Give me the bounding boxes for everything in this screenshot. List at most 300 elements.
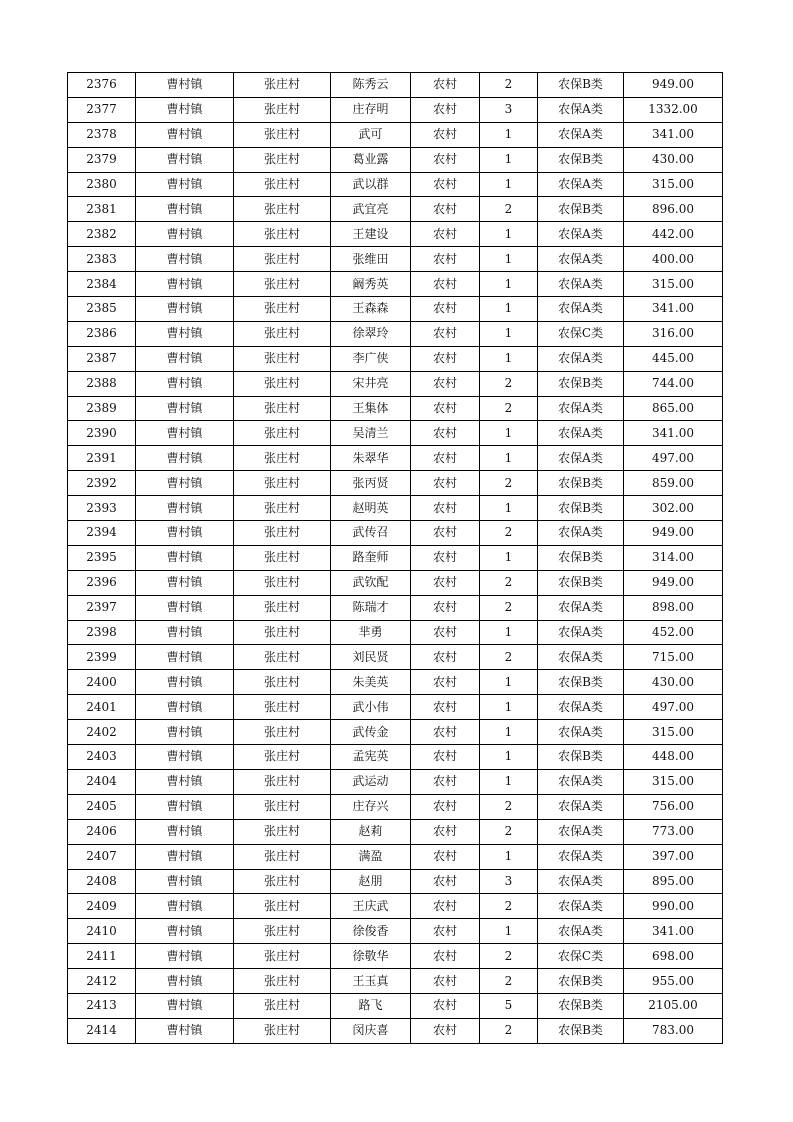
household-type-cell: 农村 <box>411 645 480 670</box>
amount-cell: 2105.00 <box>624 993 723 1018</box>
household-type-cell: 农村 <box>411 321 480 346</box>
family-size-cell: 1 <box>480 720 538 745</box>
family-size-cell: 1 <box>480 147 538 172</box>
village-cell: 张庄村 <box>234 197 331 222</box>
insurance-category-cell: 农保A类 <box>538 272 624 297</box>
town-cell: 曹村镇 <box>136 919 234 944</box>
row-number-cell: 2410 <box>68 919 136 944</box>
insurance-category-cell: 农保B类 <box>538 73 624 98</box>
household-type-cell: 农村 <box>411 446 480 471</box>
insurance-category-cell: 农保A类 <box>538 222 624 247</box>
row-number-cell: 2391 <box>68 446 136 471</box>
insurance-category-cell: 农保A类 <box>538 919 624 944</box>
name-cell: 宋井亮 <box>331 371 411 396</box>
family-size-cell: 2 <box>480 1018 538 1043</box>
row-number-cell: 2376 <box>68 73 136 98</box>
insurance-category-cell: 农保B类 <box>538 745 624 770</box>
table-row <box>68 745 723 770</box>
row-number-cell: 2388 <box>68 371 136 396</box>
household-type-cell: 农村 <box>411 794 480 819</box>
row-number-cell: 2398 <box>68 620 136 645</box>
town-cell: 曹村镇 <box>136 396 234 421</box>
family-size-cell: 2 <box>480 521 538 546</box>
household-type-cell: 农村 <box>411 919 480 944</box>
household-type-cell: 农村 <box>411 247 480 272</box>
row-number-cell: 2399 <box>68 645 136 670</box>
row-number-cell: 2393 <box>68 496 136 521</box>
town-cell: 曹村镇 <box>136 993 234 1018</box>
household-type-cell: 农村 <box>411 272 480 297</box>
name-cell: 路奎师 <box>331 545 411 570</box>
town-cell: 曹村镇 <box>136 894 234 919</box>
row-number-cell: 2378 <box>68 122 136 147</box>
table-row <box>68 645 723 670</box>
table-body <box>68 73 723 1044</box>
name-cell: 阚秀英 <box>331 272 411 297</box>
village-cell: 张庄村 <box>234 944 331 969</box>
row-number-cell: 2401 <box>68 695 136 720</box>
household-type-cell: 农村 <box>411 471 480 496</box>
row-number-cell: 2412 <box>68 969 136 994</box>
insurance-category-cell: 农保C类 <box>538 321 624 346</box>
name-cell: 徐翠玲 <box>331 321 411 346</box>
name-cell: 赵明英 <box>331 496 411 521</box>
amount-cell: 949.00 <box>624 570 723 595</box>
name-cell: 王建设 <box>331 222 411 247</box>
insurance-category-cell: 农保A类 <box>538 122 624 147</box>
amount-cell: 497.00 <box>624 446 723 471</box>
amount-cell: 949.00 <box>624 73 723 98</box>
town-cell: 曹村镇 <box>136 172 234 197</box>
name-cell: 李广侠 <box>331 346 411 371</box>
village-cell: 张庄村 <box>234 993 331 1018</box>
amount-cell: 430.00 <box>624 670 723 695</box>
household-type-cell: 农村 <box>411 969 480 994</box>
town-cell: 曹村镇 <box>136 645 234 670</box>
records-table <box>67 72 723 1044</box>
table-row <box>68 993 723 1018</box>
amount-cell: 949.00 <box>624 521 723 546</box>
insurance-category-cell: 农保A类 <box>538 97 624 122</box>
table-row <box>68 521 723 546</box>
family-size-cell: 1 <box>480 670 538 695</box>
household-type-cell: 农村 <box>411 670 480 695</box>
town-cell: 曹村镇 <box>136 421 234 446</box>
village-cell: 张庄村 <box>234 894 331 919</box>
family-size-cell: 2 <box>480 794 538 819</box>
row-number-cell: 2409 <box>68 894 136 919</box>
family-size-cell: 2 <box>480 197 538 222</box>
amount-cell: 445.00 <box>624 346 723 371</box>
name-cell: 武可 <box>331 122 411 147</box>
family-size-cell: 1 <box>480 346 538 371</box>
family-size-cell: 2 <box>480 894 538 919</box>
name-cell: 徐俊香 <box>331 919 411 944</box>
row-number-cell: 2407 <box>68 844 136 869</box>
row-number-cell: 2396 <box>68 570 136 595</box>
amount-cell: 341.00 <box>624 122 723 147</box>
family-size-cell: 2 <box>480 396 538 421</box>
amount-cell: 895.00 <box>624 869 723 894</box>
table-row <box>68 969 723 994</box>
amount-cell: 1332.00 <box>624 97 723 122</box>
insurance-category-cell: 农保A类 <box>538 645 624 670</box>
village-cell: 张庄村 <box>234 819 331 844</box>
village-cell: 张庄村 <box>234 695 331 720</box>
amount-cell: 341.00 <box>624 421 723 446</box>
town-cell: 曹村镇 <box>136 97 234 122</box>
table-row <box>68 73 723 98</box>
row-number-cell: 2390 <box>68 421 136 446</box>
village-cell: 张庄村 <box>234 346 331 371</box>
amount-cell: 448.00 <box>624 745 723 770</box>
household-type-cell: 农村 <box>411 695 480 720</box>
row-number-cell: 2411 <box>68 944 136 969</box>
table-row <box>68 97 723 122</box>
village-cell: 张庄村 <box>234 321 331 346</box>
amount-cell: 316.00 <box>624 321 723 346</box>
table-row <box>68 894 723 919</box>
family-size-cell: 1 <box>480 421 538 446</box>
amount-cell: 341.00 <box>624 297 723 322</box>
row-number-cell: 2402 <box>68 720 136 745</box>
insurance-category-cell: 农保A类 <box>538 446 624 471</box>
family-size-cell: 5 <box>480 993 538 1018</box>
insurance-category-cell: 农保A类 <box>538 247 624 272</box>
village-cell: 张庄村 <box>234 421 331 446</box>
village-cell: 张庄村 <box>234 720 331 745</box>
town-cell: 曹村镇 <box>136 147 234 172</box>
family-size-cell: 1 <box>480 496 538 521</box>
insurance-category-cell: 农保A类 <box>538 297 624 322</box>
insurance-category-cell: 农保A类 <box>538 396 624 421</box>
table-row <box>68 396 723 421</box>
row-number-cell: 2386 <box>68 321 136 346</box>
household-type-cell: 农村 <box>411 819 480 844</box>
village-cell: 张庄村 <box>234 969 331 994</box>
household-type-cell: 农村 <box>411 197 480 222</box>
table-row <box>68 172 723 197</box>
table-row <box>68 595 723 620</box>
amount-cell: 773.00 <box>624 819 723 844</box>
amount-cell: 898.00 <box>624 595 723 620</box>
table-row <box>68 695 723 720</box>
town-cell: 曹村镇 <box>136 769 234 794</box>
town-cell: 曹村镇 <box>136 620 234 645</box>
village-cell: 张庄村 <box>234 595 331 620</box>
village-cell: 张庄村 <box>234 769 331 794</box>
table-row <box>68 297 723 322</box>
table-row <box>68 222 723 247</box>
family-size-cell: 1 <box>480 297 538 322</box>
household-type-cell: 农村 <box>411 595 480 620</box>
name-cell: 庄存明 <box>331 97 411 122</box>
amount-cell: 990.00 <box>624 894 723 919</box>
town-cell: 曹村镇 <box>136 595 234 620</box>
household-type-cell: 农村 <box>411 421 480 446</box>
row-number-cell: 2400 <box>68 670 136 695</box>
household-type-cell: 农村 <box>411 346 480 371</box>
town-cell: 曹村镇 <box>136 446 234 471</box>
village-cell: 张庄村 <box>234 645 331 670</box>
town-cell: 曹村镇 <box>136 1018 234 1043</box>
town-cell: 曹村镇 <box>136 371 234 396</box>
row-number-cell: 2380 <box>68 172 136 197</box>
village-cell: 张庄村 <box>234 545 331 570</box>
name-cell: 张丙贤 <box>331 471 411 496</box>
row-number-cell: 2397 <box>68 595 136 620</box>
name-cell: 闵庆喜 <box>331 1018 411 1043</box>
insurance-category-cell: 农保B类 <box>538 969 624 994</box>
amount-cell: 314.00 <box>624 545 723 570</box>
name-cell: 王集体 <box>331 396 411 421</box>
amount-cell: 315.00 <box>624 172 723 197</box>
table-row <box>68 1018 723 1043</box>
town-cell: 曹村镇 <box>136 869 234 894</box>
family-size-cell: 3 <box>480 97 538 122</box>
household-type-cell: 农村 <box>411 894 480 919</box>
village-cell: 张庄村 <box>234 496 331 521</box>
family-size-cell: 1 <box>480 122 538 147</box>
family-size-cell: 1 <box>480 769 538 794</box>
amount-cell: 955.00 <box>624 969 723 994</box>
amount-cell: 715.00 <box>624 645 723 670</box>
village-cell: 张庄村 <box>234 97 331 122</box>
insurance-category-cell: 农保B类 <box>538 670 624 695</box>
village-cell: 张庄村 <box>234 122 331 147</box>
row-number-cell: 2379 <box>68 147 136 172</box>
village-cell: 张庄村 <box>234 396 331 421</box>
row-number-cell: 2395 <box>68 545 136 570</box>
amount-cell: 896.00 <box>624 197 723 222</box>
family-size-cell: 3 <box>480 869 538 894</box>
name-cell: 武小伟 <box>331 695 411 720</box>
insurance-category-cell: 农保B类 <box>538 471 624 496</box>
household-type-cell: 农村 <box>411 944 480 969</box>
row-number-cell: 2405 <box>68 794 136 819</box>
row-number-cell: 2403 <box>68 745 136 770</box>
name-cell: 吴清兰 <box>331 421 411 446</box>
family-size-cell: 1 <box>480 272 538 297</box>
household-type-cell: 农村 <box>411 371 480 396</box>
village-cell: 张庄村 <box>234 670 331 695</box>
name-cell: 朱美英 <box>331 670 411 695</box>
village-cell: 张庄村 <box>234 147 331 172</box>
row-number-cell: 2387 <box>68 346 136 371</box>
family-size-cell: 2 <box>480 969 538 994</box>
table-row <box>68 346 723 371</box>
village-cell: 张庄村 <box>234 371 331 396</box>
family-size-cell: 1 <box>480 844 538 869</box>
village-cell: 张庄村 <box>234 446 331 471</box>
household-type-cell: 农村 <box>411 222 480 247</box>
household-type-cell: 农村 <box>411 122 480 147</box>
insurance-category-cell: 农保B类 <box>538 1018 624 1043</box>
name-cell: 赵朋 <box>331 869 411 894</box>
town-cell: 曹村镇 <box>136 745 234 770</box>
family-size-cell: 1 <box>480 247 538 272</box>
table-row <box>68 769 723 794</box>
family-size-cell: 2 <box>480 595 538 620</box>
town-cell: 曹村镇 <box>136 321 234 346</box>
insurance-category-cell: 农保A类 <box>538 421 624 446</box>
insurance-category-cell: 农保B类 <box>538 993 624 1018</box>
insurance-category-cell: 农保A类 <box>538 695 624 720</box>
amount-cell: 315.00 <box>624 720 723 745</box>
row-number-cell: 2392 <box>68 471 136 496</box>
household-type-cell: 农村 <box>411 844 480 869</box>
town-cell: 曹村镇 <box>136 521 234 546</box>
row-number-cell: 2377 <box>68 97 136 122</box>
name-cell: 王玉真 <box>331 969 411 994</box>
table-row <box>68 147 723 172</box>
village-cell: 张庄村 <box>234 794 331 819</box>
village-cell: 张庄村 <box>234 745 331 770</box>
amount-cell: 783.00 <box>624 1018 723 1043</box>
household-type-cell: 农村 <box>411 97 480 122</box>
name-cell: 王庆武 <box>331 894 411 919</box>
village-cell: 张庄村 <box>234 844 331 869</box>
town-cell: 曹村镇 <box>136 222 234 247</box>
insurance-category-cell: 农保A类 <box>538 720 624 745</box>
name-cell: 满盈 <box>331 844 411 869</box>
town-cell: 曹村镇 <box>136 570 234 595</box>
row-number-cell: 2394 <box>68 521 136 546</box>
amount-cell: 400.00 <box>624 247 723 272</box>
amount-cell: 859.00 <box>624 471 723 496</box>
row-number-cell: 2381 <box>68 197 136 222</box>
insurance-category-cell: 农保A类 <box>538 595 624 620</box>
town-cell: 曹村镇 <box>136 819 234 844</box>
town-cell: 曹村镇 <box>136 346 234 371</box>
table-row <box>68 321 723 346</box>
town-cell: 曹村镇 <box>136 197 234 222</box>
table-row <box>68 720 723 745</box>
table-row <box>68 570 723 595</box>
name-cell: 赵莉 <box>331 819 411 844</box>
insurance-category-cell: 农保A类 <box>538 819 624 844</box>
table-row <box>68 496 723 521</box>
insurance-category-cell: 农保B类 <box>538 496 624 521</box>
amount-cell: 442.00 <box>624 222 723 247</box>
household-type-cell: 农村 <box>411 993 480 1018</box>
table-row <box>68 819 723 844</box>
village-cell: 张庄村 <box>234 869 331 894</box>
village-cell: 张庄村 <box>234 570 331 595</box>
village-cell: 张庄村 <box>234 272 331 297</box>
table-row <box>68 446 723 471</box>
family-size-cell: 1 <box>480 695 538 720</box>
household-type-cell: 农村 <box>411 769 480 794</box>
name-cell: 武钦配 <box>331 570 411 595</box>
amount-cell: 397.00 <box>624 844 723 869</box>
amount-cell: 744.00 <box>624 371 723 396</box>
household-type-cell: 农村 <box>411 720 480 745</box>
town-cell: 曹村镇 <box>136 122 234 147</box>
household-type-cell: 农村 <box>411 620 480 645</box>
household-type-cell: 农村 <box>411 869 480 894</box>
table-row <box>68 421 723 446</box>
name-cell: 芈勇 <box>331 620 411 645</box>
row-number-cell: 2406 <box>68 819 136 844</box>
amount-cell: 698.00 <box>624 944 723 969</box>
amount-cell: 430.00 <box>624 147 723 172</box>
town-cell: 曹村镇 <box>136 297 234 322</box>
insurance-category-cell: 农保C类 <box>538 944 624 969</box>
town-cell: 曹村镇 <box>136 695 234 720</box>
town-cell: 曹村镇 <box>136 272 234 297</box>
insurance-category-cell: 农保A类 <box>538 869 624 894</box>
amount-cell: 315.00 <box>624 769 723 794</box>
town-cell: 曹村镇 <box>136 944 234 969</box>
insurance-category-cell: 农保A类 <box>538 172 624 197</box>
village-cell: 张庄村 <box>234 222 331 247</box>
family-size-cell: 2 <box>480 570 538 595</box>
family-size-cell: 1 <box>480 620 538 645</box>
insurance-category-cell: 农保A类 <box>538 844 624 869</box>
village-cell: 张庄村 <box>234 172 331 197</box>
insurance-category-cell: 农保A类 <box>538 769 624 794</box>
household-type-cell: 农村 <box>411 570 480 595</box>
table-row <box>68 247 723 272</box>
name-cell: 庄存兴 <box>331 794 411 819</box>
household-type-cell: 农村 <box>411 1018 480 1043</box>
insurance-category-cell: 农保B类 <box>538 545 624 570</box>
insurance-category-cell: 农保B类 <box>538 371 624 396</box>
town-cell: 曹村镇 <box>136 720 234 745</box>
name-cell: 孟宪英 <box>331 745 411 770</box>
household-type-cell: 农村 <box>411 396 480 421</box>
family-size-cell: 1 <box>480 222 538 247</box>
name-cell: 武宜亮 <box>331 197 411 222</box>
name-cell: 王森森 <box>331 297 411 322</box>
insurance-category-cell: 农保A类 <box>538 894 624 919</box>
row-number-cell: 2413 <box>68 993 136 1018</box>
table-row <box>68 869 723 894</box>
town-cell: 曹村镇 <box>136 969 234 994</box>
family-size-cell: 2 <box>480 819 538 844</box>
name-cell: 陈瑞才 <box>331 595 411 620</box>
table-row <box>68 471 723 496</box>
insurance-category-cell: 农保A类 <box>538 521 624 546</box>
household-type-cell: 农村 <box>411 521 480 546</box>
table-row <box>68 620 723 645</box>
family-size-cell: 1 <box>480 919 538 944</box>
name-cell: 武运动 <box>331 769 411 794</box>
table-row <box>68 122 723 147</box>
amount-cell: 341.00 <box>624 919 723 944</box>
name-cell: 徐敬华 <box>331 944 411 969</box>
row-number-cell: 2414 <box>68 1018 136 1043</box>
family-size-cell: 1 <box>480 745 538 770</box>
table-row <box>68 919 723 944</box>
town-cell: 曹村镇 <box>136 73 234 98</box>
family-size-cell: 2 <box>480 944 538 969</box>
family-size-cell: 1 <box>480 321 538 346</box>
family-size-cell: 2 <box>480 371 538 396</box>
family-size-cell: 2 <box>480 471 538 496</box>
amount-cell: 865.00 <box>624 396 723 421</box>
table-row <box>68 670 723 695</box>
table-row <box>68 371 723 396</box>
name-cell: 武传金 <box>331 720 411 745</box>
village-cell: 张庄村 <box>234 919 331 944</box>
town-cell: 曹村镇 <box>136 794 234 819</box>
name-cell: 路飞 <box>331 993 411 1018</box>
row-number-cell: 2384 <box>68 272 136 297</box>
insurance-category-cell: 农保B类 <box>538 197 624 222</box>
table-row <box>68 944 723 969</box>
